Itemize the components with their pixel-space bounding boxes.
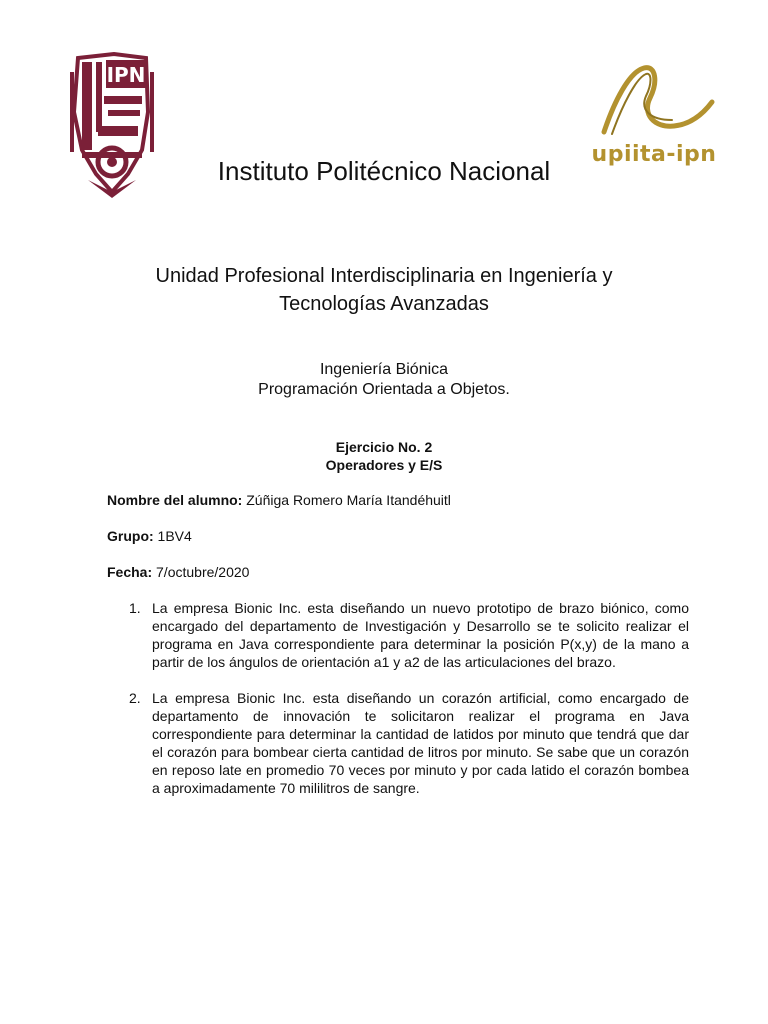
exercise-topic: Operadores y E/S bbox=[325, 457, 443, 473]
date-label: Fecha: bbox=[107, 564, 153, 580]
group-field bbox=[107, 527, 192, 545]
date-value: 7/octubre/2020 bbox=[156, 564, 250, 580]
unit-title-line1: Unidad Profesional Interdisciplinaria en Ingeniería y bbox=[155, 265, 613, 287]
course-info bbox=[0, 360, 768, 400]
exercise-heading bbox=[0, 438, 768, 474]
group-label: Grupo: bbox=[107, 528, 154, 544]
subject-name: Programación Orientada a Objetos. bbox=[258, 381, 510, 398]
student-name-field bbox=[107, 491, 451, 509]
list-item bbox=[107, 689, 689, 797]
date-field bbox=[107, 563, 249, 581]
upiita-logo-text: upiita-ipn bbox=[591, 142, 717, 167]
student-name-label: Nombre del alumno: bbox=[107, 492, 243, 508]
career-name: Ingeniería Biónica bbox=[319, 361, 449, 378]
unit-title-line2: Tecnologías Avanzadas bbox=[279, 293, 489, 315]
problem-text: La empresa Bionic Inc. esta diseñando un corazón artificial, como encargado de departamento de innovación te solicitaron realizar el programa en Java correspondiente para determinar la cantidad de latidos por minuto que tendrá que dar el corazón para bombear cierta cantidad de litros por minuto. Se sabe que un corazón en reposo late en promedio 70 veces por minuto y por cada latido el corazón bombea a aproximadamente 70 mililitros de sangre. bbox=[152, 690, 689, 796]
problem-number: 2. bbox=[129, 690, 141, 706]
problem-number: 1. bbox=[129, 600, 141, 616]
list-item bbox=[107, 599, 689, 671]
institution-title: Instituto Politécnico Nacional bbox=[217, 156, 551, 186]
exercise-number: Ejercicio No. 2 bbox=[335, 439, 433, 455]
student-name-value: Zúñiga Romero María Itandéhuitl bbox=[246, 492, 451, 508]
svg-text:IPN: IPN bbox=[106, 63, 146, 87]
problem-list bbox=[107, 599, 689, 815]
problem-text: La empresa Bionic Inc. esta diseñando un nuevo prototipo de brazo biónico, como encargado del departamento de Investigación y Desarrollo se te solicito realizar el programa en Java correspondiente para determinar la posición P(x,y) de la mano a partir de los ángulos de orientación a1 y a2 de las articulaciones del brazo. bbox=[152, 600, 689, 670]
group-value: 1BV4 bbox=[157, 528, 192, 544]
unit-title bbox=[100, 262, 668, 318]
